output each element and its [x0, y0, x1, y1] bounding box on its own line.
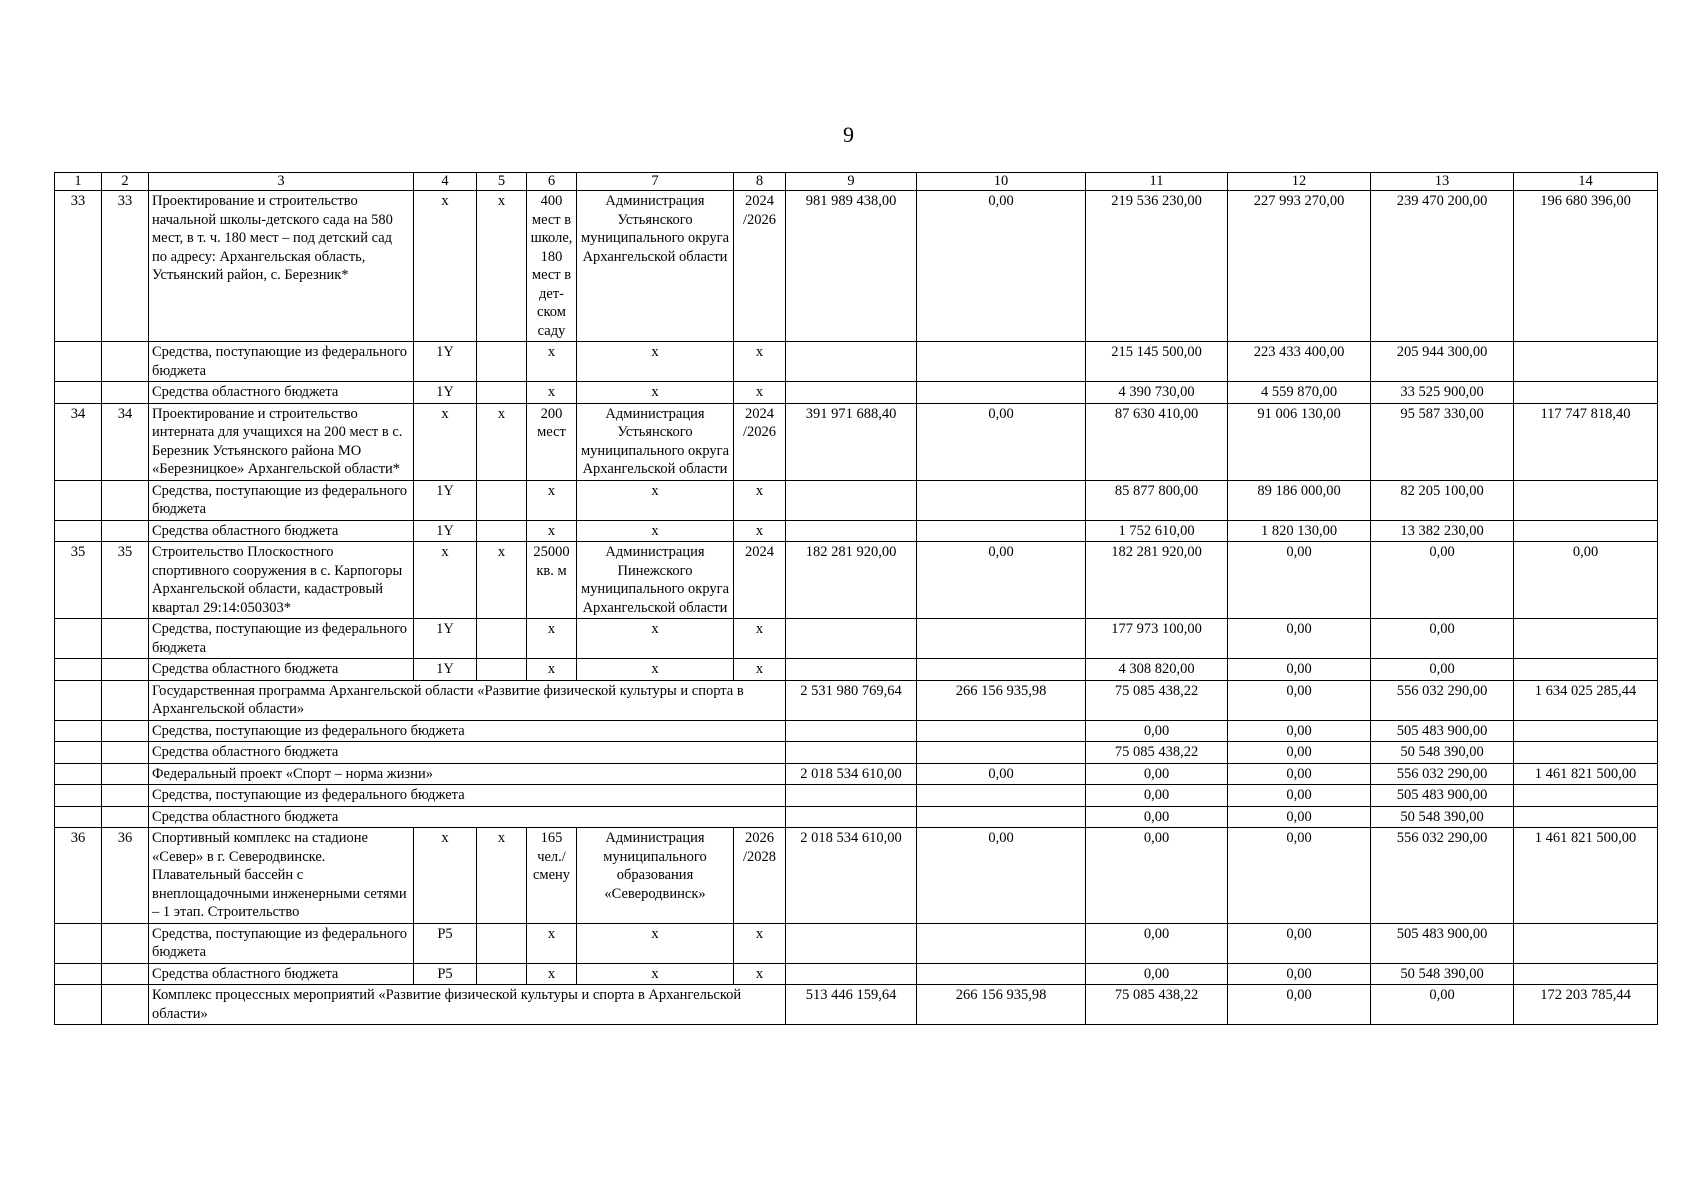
empty-cell	[55, 985, 102, 1025]
amount-cell	[786, 720, 917, 742]
amount-cell: 556 032 290,00	[1371, 828, 1514, 924]
organization-cell: Администрация Устьянского муниципального округа Архангельской области	[577, 191, 734, 342]
organization-cell: Администрация Пинежского муниципального округа Архангельской области	[577, 542, 734, 619]
empty-cell	[55, 763, 102, 785]
amount-cell: 0,00	[917, 191, 1086, 342]
amount-cell: 85 877 800,00	[1086, 480, 1228, 520]
amount-cell	[917, 785, 1086, 807]
amount-cell: 215 145 500,00	[1086, 342, 1228, 382]
empty-cell	[477, 382, 527, 404]
amount-cell: 196 680 396,00	[1514, 191, 1658, 342]
empty-cell	[477, 342, 527, 382]
amount-cell: 4 559 870,00	[1228, 382, 1371, 404]
code-cell: х	[527, 963, 577, 985]
amount-cell: 0,00	[1086, 720, 1228, 742]
amount-cell	[917, 619, 1086, 659]
amount-cell: 0,00	[1228, 542, 1371, 619]
code-cell: 1Y	[414, 659, 477, 681]
amount-cell: 0,00	[1228, 785, 1371, 807]
amount-cell: 0,00	[1371, 542, 1514, 619]
funding-source: Средства, поступающие из федерального бюджета	[149, 480, 414, 520]
empty-cell	[55, 342, 102, 382]
code-cell: х	[527, 619, 577, 659]
amount-cell	[1514, 785, 1658, 807]
code-cell: х	[527, 520, 577, 542]
code-cell: х	[734, 963, 786, 985]
empty-cell	[102, 785, 149, 807]
funding-source: Средства, поступающие из федерального бюджета	[149, 619, 414, 659]
amount-cell: 266 156 935,98	[917, 985, 1086, 1025]
amount-cell	[917, 342, 1086, 382]
amount-cell: 0,00	[1228, 828, 1371, 924]
code-cell: Р5	[414, 923, 477, 963]
empty-cell	[102, 806, 149, 828]
amount-cell	[786, 619, 917, 659]
empty-cell	[55, 520, 102, 542]
amount-cell	[1514, 520, 1658, 542]
empty-cell	[102, 619, 149, 659]
empty-cell	[477, 619, 527, 659]
summary-name: Средства областного бюджета	[149, 806, 786, 828]
amount-cell	[786, 342, 917, 382]
amount-cell	[786, 520, 917, 542]
item-name: Строительство Плоскостного спортивного сооружения в с. Карпогоры Архангельской области, кадастровый квартал 29:14:050303*	[149, 542, 414, 619]
amount-cell: 0,00	[917, 403, 1086, 480]
column-header: 1	[55, 173, 102, 191]
code-cell: х	[577, 382, 734, 404]
code-cell: х	[414, 542, 477, 619]
amount-cell	[1514, 923, 1658, 963]
code-cell: х	[734, 382, 786, 404]
source-row	[55, 659, 1658, 681]
column-header: 2	[102, 173, 149, 191]
summary-name: Средства, поступающие из федерального бюджета	[149, 720, 786, 742]
item-name: Проектирование и строительство начальной школы-детского сада на 580 мест, в т. ч. 180 мест – под детский сад по адресу: Архангельская область, Устьянский район, с. Березник*	[149, 191, 414, 342]
row-number: 35	[102, 542, 149, 619]
source-row	[55, 619, 1658, 659]
project-row	[55, 828, 1658, 924]
amount-cell: 205 944 300,00	[1371, 342, 1514, 382]
row-number: 34	[102, 403, 149, 480]
amount-cell: 505 483 900,00	[1371, 923, 1514, 963]
column-header: 10	[917, 173, 1086, 191]
amount-cell	[786, 806, 917, 828]
empty-cell	[102, 659, 149, 681]
column-header: 8	[734, 173, 786, 191]
amount-cell	[1514, 720, 1658, 742]
project-row	[55, 542, 1658, 619]
amount-cell	[917, 806, 1086, 828]
column-header: 9	[786, 173, 917, 191]
amount-cell: 239 470 200,00	[1371, 191, 1514, 342]
empty-cell	[102, 520, 149, 542]
period-cell: 2024 /2026	[734, 191, 786, 342]
funding-source: Средства областного бюджета	[149, 963, 414, 985]
amount-cell	[917, 520, 1086, 542]
empty-cell	[55, 619, 102, 659]
amount-cell: 177 973 100,00	[1086, 619, 1228, 659]
empty-cell	[102, 680, 149, 720]
amount-cell: 87 630 410,00	[1086, 403, 1228, 480]
code-cell: Р5	[414, 963, 477, 985]
capacity-cell: 165 чел./ смену	[527, 828, 577, 924]
amount-cell: 391 971 688,40	[786, 403, 917, 480]
amount-cell: 75 085 438,22	[1086, 742, 1228, 764]
project-row	[55, 403, 1658, 480]
column-header: 4	[414, 173, 477, 191]
code-cell: х	[734, 619, 786, 659]
funding-source: Средства областного бюджета	[149, 659, 414, 681]
amount-cell: 0,00	[1086, 763, 1228, 785]
amount-cell	[1514, 806, 1658, 828]
period-cell: 2024	[734, 542, 786, 619]
item-name: Проектирование и строительство интерната для учащихся на 200 мест в с. Березник Устьянского района МО «Березницкое» Архангельской области*	[149, 403, 414, 480]
summary-row	[55, 763, 1658, 785]
amount-cell: 0,00	[1228, 763, 1371, 785]
summary-row	[55, 680, 1658, 720]
code-cell: х	[477, 828, 527, 924]
code-cell: х	[734, 923, 786, 963]
amount-cell: 4 390 730,00	[1086, 382, 1228, 404]
code-cell: 1Y	[414, 520, 477, 542]
amount-cell: 0,00	[1228, 680, 1371, 720]
amount-cell: 1 820 130,00	[1228, 520, 1371, 542]
empty-cell	[55, 659, 102, 681]
amount-cell	[1514, 963, 1658, 985]
amount-cell: 89 186 000,00	[1228, 480, 1371, 520]
amount-cell: 0,00	[1086, 923, 1228, 963]
empty-cell	[102, 763, 149, 785]
code-cell: х	[734, 480, 786, 520]
funding-source: Средства областного бюджета	[149, 520, 414, 542]
amount-cell	[786, 382, 917, 404]
amount-cell: 0,00	[1228, 806, 1371, 828]
code-cell: х	[527, 923, 577, 963]
row-number: 33	[55, 191, 102, 342]
amount-cell: 0,00	[1371, 985, 1514, 1025]
column-header: 6	[527, 173, 577, 191]
amount-cell	[786, 923, 917, 963]
amount-cell: 0,00	[1086, 963, 1228, 985]
item-name: Спортивный комплекс на стадионе «Север» в г. Северодвинске. Плавательный бассейн с внеплощадочными инженерными сетями – 1 этап. Строительство	[149, 828, 414, 924]
amount-cell: 117 747 818,40	[1514, 403, 1658, 480]
column-header: 5	[477, 173, 527, 191]
empty-cell	[102, 480, 149, 520]
page-number: 9	[843, 122, 854, 147]
empty-cell	[55, 806, 102, 828]
empty-cell	[55, 785, 102, 807]
empty-cell	[102, 742, 149, 764]
empty-cell	[477, 923, 527, 963]
amount-cell: 2 531 980 769,64	[786, 680, 917, 720]
empty-cell	[55, 742, 102, 764]
amount-cell	[917, 742, 1086, 764]
funding-source: Средства, поступающие из федерального бюджета	[149, 923, 414, 963]
funding-source: Средства, поступающие из федерального бюджета	[149, 342, 414, 382]
amount-cell: 0,00	[1228, 720, 1371, 742]
amount-cell	[1514, 382, 1658, 404]
amount-cell: 0,00	[1086, 828, 1228, 924]
code-cell: 1Y	[414, 382, 477, 404]
amount-cell: 182 281 920,00	[1086, 542, 1228, 619]
code-cell: х	[477, 542, 527, 619]
amount-cell	[917, 963, 1086, 985]
row-number: 36	[55, 828, 102, 924]
capacity-cell: 200 мест	[527, 403, 577, 480]
row-number: 36	[102, 828, 149, 924]
empty-cell	[477, 520, 527, 542]
source-row	[55, 382, 1658, 404]
amount-cell: 0,00	[917, 542, 1086, 619]
capacity-cell: 25000 кв. м	[527, 542, 577, 619]
code-cell: 1Y	[414, 480, 477, 520]
code-cell: х	[577, 923, 734, 963]
organization-cell: Администрация Устьянского муниципального округа Архангельской области	[577, 403, 734, 480]
amount-cell: 75 085 438,22	[1086, 680, 1228, 720]
amount-cell: 513 446 159,64	[786, 985, 917, 1025]
amount-cell	[1514, 619, 1658, 659]
source-row	[55, 923, 1658, 963]
amount-cell: 0,00	[1228, 985, 1371, 1025]
amount-cell: 82 205 100,00	[1371, 480, 1514, 520]
summary-row	[55, 785, 1658, 807]
row-number: 34	[55, 403, 102, 480]
amount-cell: 0,00	[1228, 742, 1371, 764]
amount-cell: 0,00	[1228, 923, 1371, 963]
amount-cell: 505 483 900,00	[1371, 785, 1514, 807]
code-cell: х	[527, 382, 577, 404]
organization-cell: Администрация муниципального образования «Северодвинск»	[577, 828, 734, 924]
summary-name: Средства, поступающие из федерального бюджета	[149, 785, 786, 807]
amount-cell	[917, 923, 1086, 963]
amount-cell	[1514, 659, 1658, 681]
summary-name: Средства областного бюджета	[149, 742, 786, 764]
capacity-cell: 400 мест в школе, 180 мест в дет-ском саду	[527, 191, 577, 342]
row-number: 35	[55, 542, 102, 619]
summary-row	[55, 985, 1658, 1025]
project-row	[55, 191, 1658, 342]
empty-cell	[477, 963, 527, 985]
amount-cell	[786, 480, 917, 520]
amount-cell: 0,00	[1228, 619, 1371, 659]
amount-cell	[917, 382, 1086, 404]
empty-cell	[477, 659, 527, 681]
code-cell: х	[577, 659, 734, 681]
amount-cell: 1 461 821 500,00	[1514, 763, 1658, 785]
amount-cell: 50 548 390,00	[1371, 963, 1514, 985]
amount-cell: 266 156 935,98	[917, 680, 1086, 720]
amount-cell	[786, 659, 917, 681]
empty-cell	[55, 923, 102, 963]
code-cell: х	[477, 191, 527, 342]
amount-cell: 0,00	[917, 828, 1086, 924]
amount-cell: 172 203 785,44	[1514, 985, 1658, 1025]
amount-cell: 1 461 821 500,00	[1514, 828, 1658, 924]
amount-cell	[1514, 342, 1658, 382]
column-header: 13	[1371, 173, 1514, 191]
summary-row	[55, 720, 1658, 742]
empty-cell	[55, 720, 102, 742]
empty-cell	[102, 963, 149, 985]
code-cell: х	[527, 659, 577, 681]
amount-cell	[1514, 480, 1658, 520]
empty-cell	[102, 382, 149, 404]
code-cell: х	[527, 480, 577, 520]
summary-name: Федеральный проект «Спорт – норма жизни»	[149, 763, 786, 785]
amount-cell: 0,00	[1228, 963, 1371, 985]
period-cell: 2024 /2026	[734, 403, 786, 480]
period-cell: 2026 /2028	[734, 828, 786, 924]
code-cell: х	[414, 191, 477, 342]
empty-cell	[55, 680, 102, 720]
amount-cell	[917, 480, 1086, 520]
amount-cell	[917, 659, 1086, 681]
code-cell: х	[577, 619, 734, 659]
code-cell: х	[527, 342, 577, 382]
empty-cell	[477, 480, 527, 520]
source-row	[55, 520, 1658, 542]
amount-cell: 0,00	[1514, 542, 1658, 619]
amount-cell: 219 536 230,00	[1086, 191, 1228, 342]
code-cell: х	[734, 659, 786, 681]
amount-cell: 0,00	[1086, 785, 1228, 807]
source-row	[55, 963, 1658, 985]
amount-cell: 1 752 610,00	[1086, 520, 1228, 542]
code-cell: х	[414, 403, 477, 480]
empty-cell	[55, 382, 102, 404]
amount-cell: 50 548 390,00	[1371, 806, 1514, 828]
column-header: 12	[1228, 173, 1371, 191]
amount-cell: 4 308 820,00	[1086, 659, 1228, 681]
summary-name: Государственная программа Архангельской области «Развитие физической культуры и спорта в Архангельской области»	[149, 680, 786, 720]
amount-cell: 75 085 438,22	[1086, 985, 1228, 1025]
code-cell: х	[577, 520, 734, 542]
amount-cell: 0,00	[1086, 806, 1228, 828]
amount-cell: 1 634 025 285,44	[1514, 680, 1658, 720]
code-cell: х	[734, 520, 786, 542]
amount-cell	[917, 720, 1086, 742]
header-row	[55, 173, 1658, 191]
amount-cell: 0,00	[1371, 659, 1514, 681]
amount-cell: 0,00	[1371, 619, 1514, 659]
amount-cell: 2 018 534 610,00	[786, 828, 917, 924]
source-row	[55, 480, 1658, 520]
empty-cell	[102, 342, 149, 382]
amount-cell: 91 006 130,00	[1228, 403, 1371, 480]
source-row	[55, 342, 1658, 382]
code-cell: 1Y	[414, 342, 477, 382]
amount-cell: 2 018 534 610,00	[786, 763, 917, 785]
amount-cell: 981 989 438,00	[786, 191, 917, 342]
amount-cell: 0,00	[1228, 659, 1371, 681]
empty-cell	[55, 963, 102, 985]
amount-cell: 227 993 270,00	[1228, 191, 1371, 342]
empty-cell	[102, 985, 149, 1025]
amount-cell	[786, 963, 917, 985]
summary-row	[55, 742, 1658, 764]
code-cell: х	[477, 403, 527, 480]
amount-cell: 182 281 920,00	[786, 542, 917, 619]
empty-cell	[102, 923, 149, 963]
funding-source: Средства областного бюджета	[149, 382, 414, 404]
amount-cell	[786, 785, 917, 807]
amount-cell: 33 525 900,00	[1371, 382, 1514, 404]
empty-cell	[55, 480, 102, 520]
amount-cell: 50 548 390,00	[1371, 742, 1514, 764]
amount-cell: 95 587 330,00	[1371, 403, 1514, 480]
amount-cell: 505 483 900,00	[1371, 720, 1514, 742]
amount-cell: 223 433 400,00	[1228, 342, 1371, 382]
code-cell: х	[734, 342, 786, 382]
amount-cell	[786, 742, 917, 764]
amount-cell	[1514, 742, 1658, 764]
budget-table	[54, 172, 1658, 1025]
column-header: 14	[1514, 173, 1658, 191]
code-cell: 1Y	[414, 619, 477, 659]
code-cell: х	[577, 480, 734, 520]
row-number: 33	[102, 191, 149, 342]
column-header: 7	[577, 173, 734, 191]
code-cell: х	[414, 828, 477, 924]
empty-cell	[102, 720, 149, 742]
code-cell: х	[577, 342, 734, 382]
summary-name: Комплекс процессных мероприятий «Развитие физической культуры и спорта в Архангельской области»	[149, 985, 786, 1025]
amount-cell: 0,00	[917, 763, 1086, 785]
amount-cell: 13 382 230,00	[1371, 520, 1514, 542]
amount-cell: 556 032 290,00	[1371, 680, 1514, 720]
summary-row	[55, 806, 1658, 828]
column-header: 3	[149, 173, 414, 191]
column-header: 11	[1086, 173, 1228, 191]
code-cell: х	[577, 963, 734, 985]
amount-cell: 556 032 290,00	[1371, 763, 1514, 785]
